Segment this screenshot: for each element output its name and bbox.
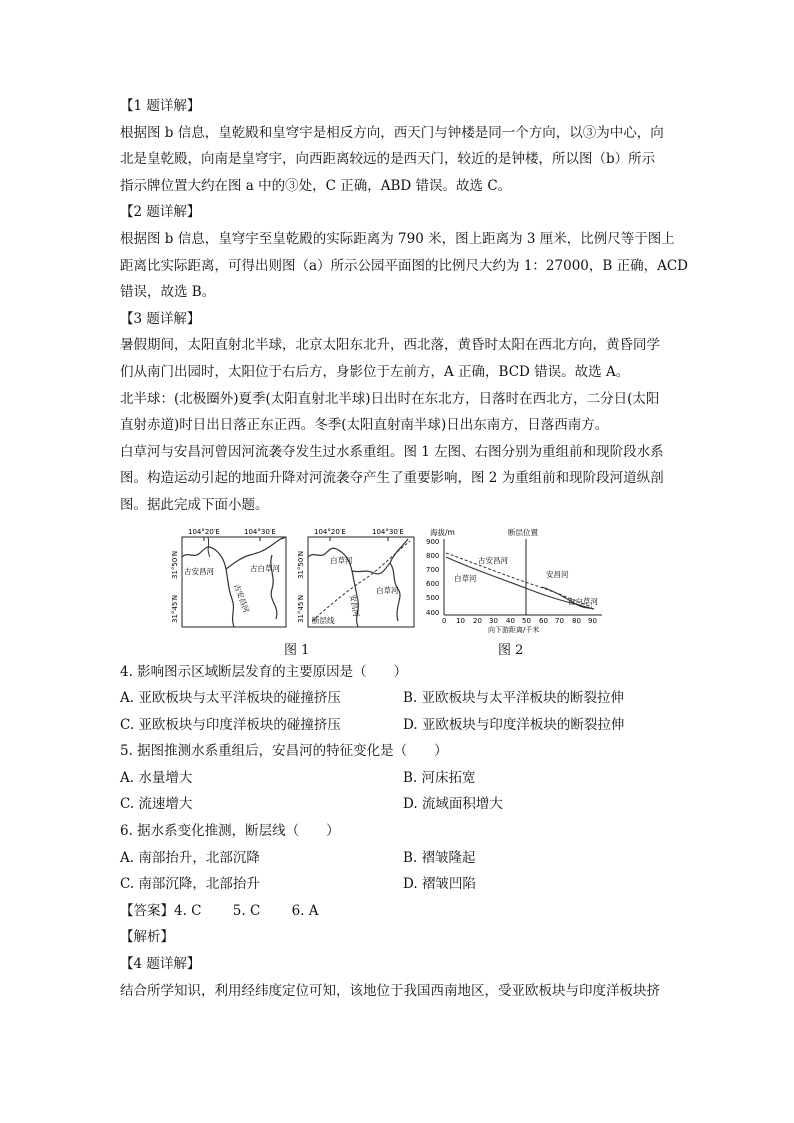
q4-options-row-1: [120, 685, 680, 712]
fig2-xtick-30: 30: [489, 616, 498, 625]
answer-line: 【答案】4. C 5. C 6. A: [120, 902, 319, 919]
fig2-xtick-0: 0: [442, 616, 447, 625]
q3-line-3: 北半球：(北极圈外)夏季(太阳直射北半球)日出时在东北方，日落时在西北方，二分日(太阳: [120, 390, 660, 407]
fig1-right-label-3: 安昌河: [348, 593, 361, 618]
q1-line-1: 根据图 b 信息，皇乾殿和皇穹宇是相反方向，西天门与钟楼是同一个方向，以③为中心，向: [120, 124, 664, 141]
fig2-ytick-400: 400: [426, 608, 440, 617]
q5-options-row-1: [120, 765, 680, 792]
fig1-left-lon-left: 104°20′E: [188, 527, 220, 536]
fig1-right-map: [294, 527, 418, 633]
fig1-right-label-4: 断层线: [312, 615, 335, 625]
q5-options-row-2: [120, 791, 680, 818]
q1-heading: 【1 题详解】: [120, 98, 201, 114]
fig2-ytick-800: 800: [426, 551, 440, 560]
q1-line-3: 指示牌位置大约在图 a 中的③处，C 正确，ABD 错误。故选 C。: [120, 177, 512, 194]
fig1-right-lon-left: 104°20′E: [314, 527, 346, 536]
fig2-ytick-700: 700: [426, 565, 440, 574]
q5-stem: 5. 据图推测水系重组后，安昌河的特征变化是（ ）: [120, 743, 448, 760]
q3-line-2: 们从南门出园时，太阳位于右后方，身影位于左前方，A 正确，BCD 错误。故选 A。: [120, 363, 630, 380]
q4-stem: 4. 影响图示区域断层发育的主要原因是（ ）: [120, 663, 408, 680]
q6-option-a: A. 南部抬升，北部沉降: [120, 849, 260, 866]
fig1-left-lon-right: 104°30′E: [244, 527, 276, 536]
q6-option-c: C. 南部沉降，北部抬升: [120, 876, 260, 893]
q2-line-1: 根据图 b 信息，皇穹宇至皇乾殿的实际距离为 790 米，图上距离为 3 厘米，比例尺等于图上: [120, 230, 675, 247]
q1-line-2: 北是皇乾殿，向南是皇穹宇，向西距离较远的是西天门，较近的是钟楼，所以图（b）所示: [120, 151, 656, 168]
fig1-left-label-1: 古安昌河: [184, 566, 214, 576]
fig1-right-lon-right: 104°30′E: [372, 527, 404, 536]
q6-options-row-1: [120, 845, 680, 872]
q6-option-b: B. 褶皱隆起: [403, 849, 476, 866]
fig1-left-lat-bottom: 31°45′N: [171, 594, 179, 623]
fig1-right-label-2: 白草河: [376, 585, 399, 595]
intro-line-2: 图。构造运动引起的地面升降对河流袭夺产生了重要影响，图 2 为重组前和现阶段河道纵剖: [120, 470, 664, 487]
q3-line-4: 直射赤道)时日出日落正东正西。冬季(太阳直射南半球)日出东南方，日落西南方。: [120, 417, 609, 434]
q6-option-d: D. 褶皱凹陷: [403, 876, 476, 893]
q4-detail-line-1: 结合所学知识，利用经纬度定位可知，该地位于我国西南地区，受亚欧板块与印度洋板块挤: [120, 982, 660, 999]
fig1-left-label-2: 古白草河: [250, 563, 280, 573]
q5-option-a: A. 水量增大: [120, 769, 193, 786]
intro-line-3: 图。据此完成下面小题。: [120, 496, 269, 513]
fig2-ytick-500: 500: [426, 593, 440, 602]
q4-option-c: C. 亚欧板块与印度洋板块的碰撞挤压: [120, 716, 341, 733]
q4-option-a: A. 亚欧板块与太平洋板块的碰撞挤压: [120, 690, 341, 707]
q3-heading: 【3 题详解】: [120, 310, 201, 327]
fig1-left-map: [168, 527, 290, 633]
fig1-right-lat-top: 31°50′N: [297, 550, 305, 579]
q4-option-b: B. 亚欧板块与太平洋板块的断裂拉伸: [403, 690, 625, 707]
fig2-xtick-80: 80: [572, 616, 581, 625]
fig2-ytick-600: 600: [426, 579, 440, 588]
fig2-label-2: 白草河: [454, 573, 477, 583]
fig2-fault-label: 断层位置: [508, 527, 538, 537]
fig1-left-lat-top: 31°50′N: [171, 550, 179, 579]
fig1-right-lat-bottom: 31°45′N: [297, 594, 305, 623]
fig2-profile: [424, 527, 610, 639]
q4-option-d: D. 亚欧板块与印度洋板块的断裂拉伸: [403, 716, 625, 733]
q2-line-3: 错误，故选 B。: [120, 284, 216, 301]
figures-row: [120, 527, 680, 659]
fig2-xtick-60: 60: [539, 616, 548, 625]
fig1-caption: 图 1: [284, 642, 310, 658]
document-page: [120, 93, 688, 1004]
fig2-label-3: 安昌河: [546, 569, 569, 579]
fig2-xlabel: 向下游距离/千米: [488, 625, 540, 634]
fig2-xtick-40: 40: [506, 616, 515, 625]
fig2-label-1: 古安昌河: [478, 555, 508, 565]
q6-stem: 6. 据水系变化推测，断层线（ ）: [120, 823, 340, 840]
intro-line-1: 白草河与安昌河曾因河流袭夺发生过水系重组。图 1 左图、右图分别为重组前和现阶段水系: [120, 443, 664, 460]
fig2-xtick-50: 50: [522, 616, 531, 625]
q2-heading: 【2 题详解】: [120, 204, 201, 221]
fig1-left-label-3: 古安昌河: [232, 582, 251, 614]
fig2-xtick-70: 70: [555, 616, 564, 625]
q4-options-row-2: [120, 712, 680, 739]
fig2-xtick-20: 20: [473, 616, 482, 625]
analysis-heading: 【解析】: [120, 929, 174, 946]
fig2-ytick-900: 900: [426, 537, 440, 546]
q3-line-1: 暑假期间，太阳直射北半球，北京太阳东北升，西北落，黄昏时太阳在西北方向，黄昏同学: [120, 337, 660, 354]
q5-option-d: D. 流域面积增大: [403, 796, 503, 813]
fig2-xtick-90: 90: [588, 616, 597, 625]
q6-options-row-2: [120, 871, 680, 898]
fig2-caption: 图 2: [498, 642, 524, 658]
fig2-label-4: 古白草河: [568, 596, 598, 606]
q4-detail-heading: 【4 题详解】: [120, 956, 201, 973]
fig2-xtick-10: 10: [456, 616, 465, 625]
fig2-ylabel: 海拔/m: [430, 527, 455, 537]
q2-line-2: 距离比实际距离，可得出则图（a）所示公园平面图的比例尺大约为 1：27000，B 正确，ACD: [120, 257, 688, 274]
q5-option-b: B. 河床拓宽: [403, 769, 476, 786]
fig1-right-label-1: 白草河: [330, 555, 353, 565]
q5-option-c: C. 流速增大: [120, 796, 193, 813]
